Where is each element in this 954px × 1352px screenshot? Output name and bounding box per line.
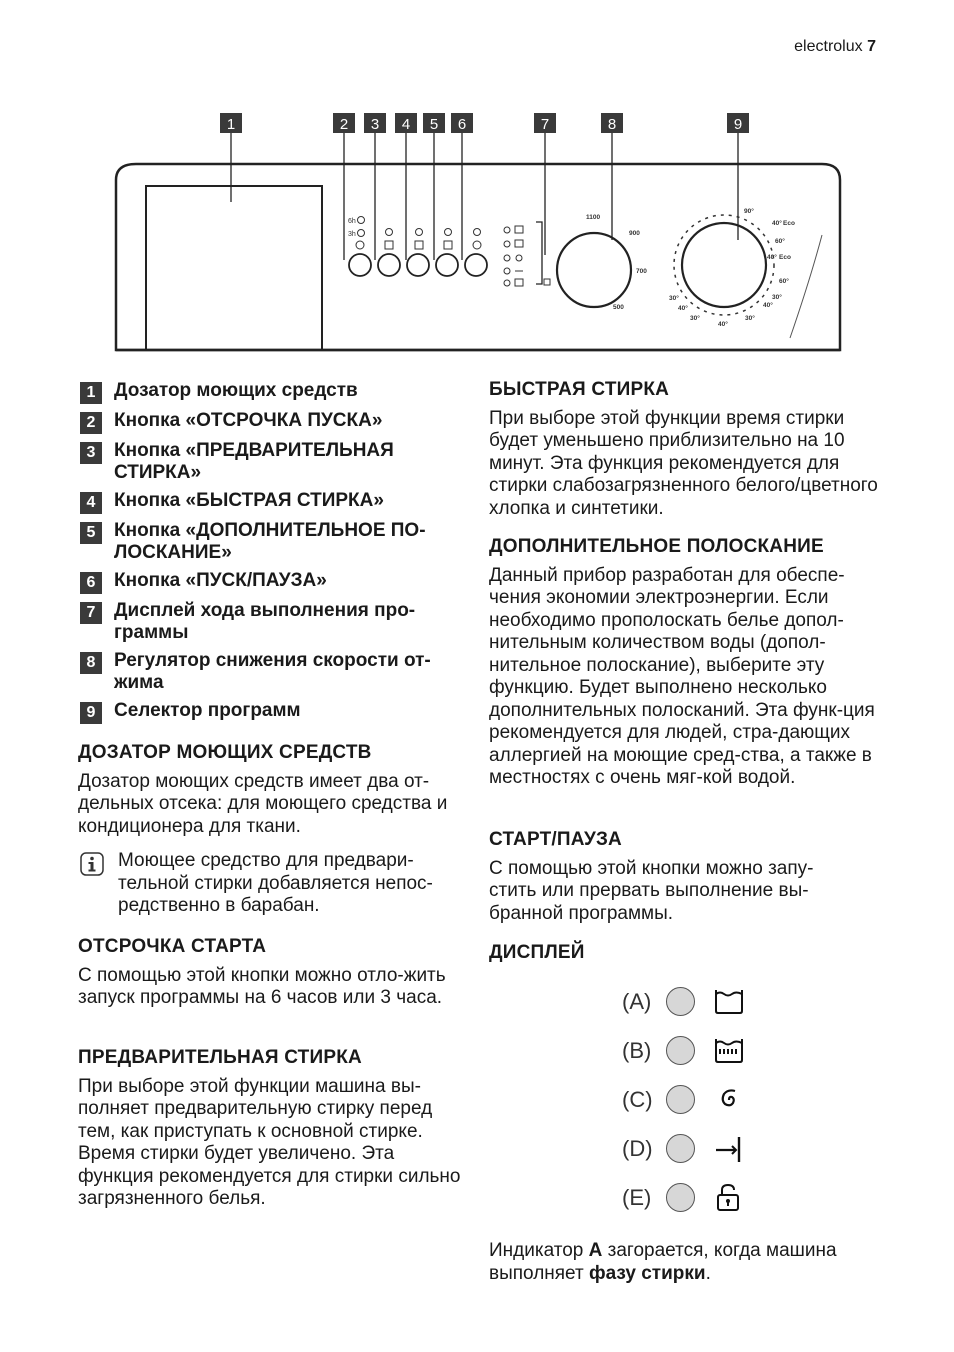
section-body: При выборе этой функции машина вы-полняет предварительную стирку перед тем, как приступать к основной стирке. Время стирки будет увеличено. Эта функция рекомендуется для стирки сильно загрязненного белья. [78,1075,461,1209]
section-body: С помощью этой кнопки можно запу-стить или прервать выполнение вы-бранной программы. [489,857,814,924]
svg-text:Eco: Eco [779,254,791,261]
section-start-pause [489,829,859,925]
display-caption: Индикатор A загорается, когда машина выполняет фазу стирки. [489,1240,837,1284]
callout-7-label: 7 [540,116,550,133]
delay-3h-label: 3h [348,231,356,238]
svg-text:40°: 40° [678,305,688,312]
spin-500: 500 [613,304,624,311]
page-header [794,38,876,56]
section-extra-rinse [489,536,881,790]
note-text: Моющее средство для предвари-тельной стирки добавляется непос-редственно в барабан. [118,850,433,916]
section-title: ДИСПЛЕЙ [489,942,585,963]
indicator-led [666,1183,695,1212]
svg-text:40°: 40° [767,254,777,261]
section-prewash [78,1047,470,1211]
end-icon [712,1132,746,1164]
callout-1-label: 1 [226,116,236,133]
spin-1100: 1100 [586,214,601,221]
display-row-c: (C) [622,1083,762,1117]
section-body: При выборе этой функции время стирки будет уменьшено приблизительно на 10 минут. Эта функция рекомендуется для стирки слабозагрязненного белого/цветного хлопка и синтетики. [489,407,878,519]
section-dispenser [78,742,466,838]
display-row-e: (E) [622,1181,762,1215]
svg-text:40°: 40° [718,321,728,328]
svg-text:30°: 30° [745,315,755,322]
page-number: 7 [867,38,876,55]
delay-6h-label: 6h [348,218,356,225]
callout-8-label: 8 [607,116,617,133]
section-title: БЫСТРАЯ СТИРКА [489,379,670,400]
spin-900: 900 [629,230,640,237]
spin-icon [712,1083,746,1115]
spin-700: 700 [636,268,647,275]
callout-2-label: 2 [339,116,349,133]
section-delay [78,936,466,1010]
callout-5-label: 5 [429,116,439,133]
svg-text:60°: 60° [775,238,785,245]
callout-3-label: 3 [370,116,380,133]
section-body: Дозатор моющих средств имеет два от-дельных отсека: для моющего средства и кондиционера для ткани. [78,770,448,837]
svg-text:60°: 60° [779,278,789,285]
wash-tub-icon [712,985,746,1017]
info-icon [80,852,104,876]
section-display [489,942,789,971]
indicator-led [666,1036,695,1065]
door-unlock-icon [712,1181,746,1213]
indicator-led [666,1134,695,1163]
section-body: Данный прибор разработан для обеспе-чения экономии электроэнергии. Если необходимо прополоскать белье допол-нительным количеством воды (допол-нительное полоскание), выберите эту функцию. Будет выполнено несколько дополнительных полосканий. Эта функ-ция рекомендуется для людей, стра-дающих аллергией на моющие сред-ства, а также в местностях с очень мяг-кой водой. [489,564,875,788]
section-body: С помощью этой кнопки можно отло-жить запуск программы на 6 часов или 3 часа. [78,964,446,1008]
display-row-d: (D) [622,1132,762,1166]
section-title: ОТСРОЧКА СТАРТА [78,936,267,957]
rinse-tub-icon [712,1034,746,1066]
svg-text:40°: 40° [772,220,782,227]
svg-text:30°: 30° [690,315,700,322]
svg-text:30°: 30° [772,294,782,301]
display-row-b: (B) [622,1034,762,1068]
brand-name: electrolux [794,38,863,55]
section-quick-wash [489,379,879,520]
section-title: ПРЕДВАРИТЕЛЬНАЯ СТИРКА [78,1047,362,1068]
section-title: ДОПОЛНИТЕЛЬНОЕ ПОЛОСКАНИЕ [489,536,824,557]
section-title: ДОЗАТОР МОЮЩИХ СРЕДСТВ [78,742,372,763]
svg-text:Eco: Eco [783,220,795,227]
svg-text:90°: 90° [744,208,754,215]
indicator-led [666,1085,695,1114]
callout-9-label: 9 [733,116,743,133]
section-title: СТАРТ/ПАУЗА [489,829,622,850]
callout-4-label: 4 [401,116,411,133]
control-panel-diagram [110,110,845,360]
svg-text:40°: 40° [763,302,773,309]
svg-text:30°: 30° [669,295,679,302]
indicator-led [666,987,695,1016]
callout-6-label: 6 [457,116,467,133]
display-row-a: (A) [622,985,762,1019]
